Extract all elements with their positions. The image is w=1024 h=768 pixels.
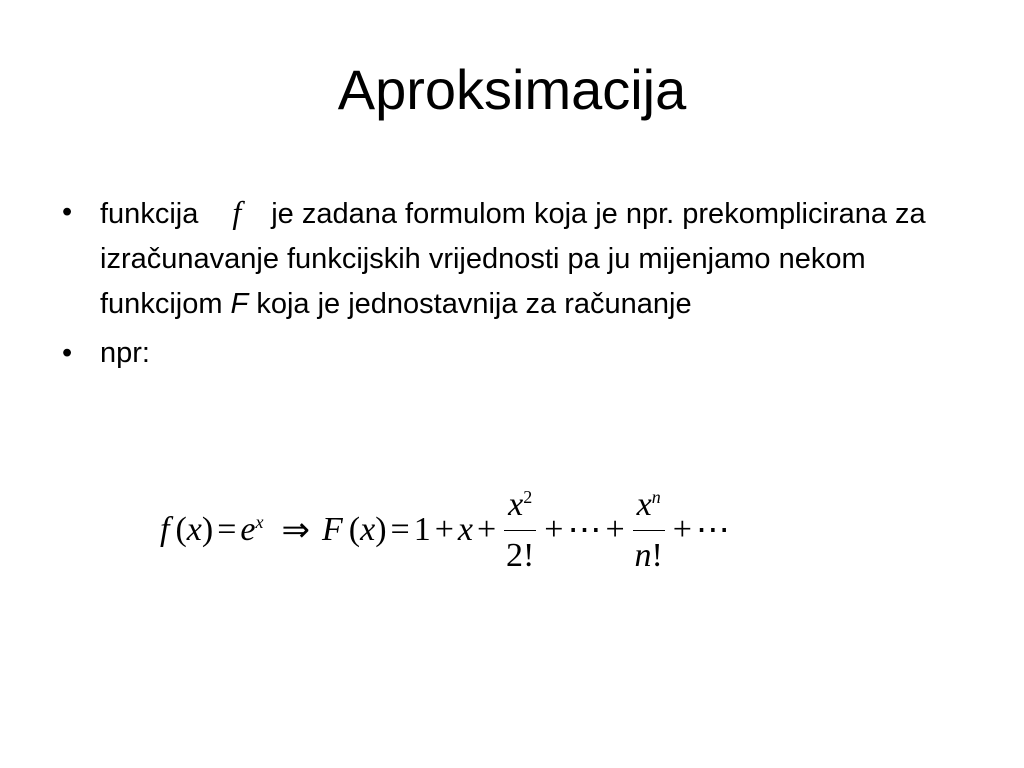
formula-x-term: x xyxy=(457,511,473,548)
fraction-1-num-base: x xyxy=(508,485,524,523)
formula-paren-open-2: ( xyxy=(348,511,361,548)
bullet-list xyxy=(60,190,960,380)
math-symbol-f: f xyxy=(232,194,242,230)
fraction-2-den-n: n xyxy=(634,536,652,574)
fraction-2-numerator xyxy=(633,482,665,531)
fraction-2-den-bang: ! xyxy=(651,536,663,574)
formula-x: x xyxy=(186,511,202,548)
fraction-2-denominator xyxy=(635,531,663,579)
formula-paren-open: ( xyxy=(175,511,187,548)
bullet-item-example xyxy=(60,331,960,376)
math-symbol-F: F xyxy=(230,288,249,320)
fraction-1-num-exp: 2 xyxy=(523,486,533,507)
formula-plus-1: + xyxy=(434,511,454,548)
fraction-2-num-exp: n xyxy=(651,486,661,507)
formula-e: e xyxy=(240,511,256,548)
formula-equals: = xyxy=(217,511,237,548)
formula-paren-close: ) xyxy=(201,511,214,548)
fraction-2-num-base: x xyxy=(636,485,652,523)
taylor-formula xyxy=(160,470,920,590)
formula-dots-2: ⋯ xyxy=(695,512,730,549)
bullet-item-definition xyxy=(60,190,960,327)
formula-F: F xyxy=(321,511,343,548)
bullet-text-pre: funkcija xyxy=(100,198,199,230)
formula-plus-3: + xyxy=(544,511,564,548)
bullet-text-1: je zadana formulom koja je npr. prekomplicirana za izračunavanje funkcijskih vrijednosti pa ju mijenjamo nekom funkcijom xyxy=(100,198,926,320)
fraction-1-denominator: 2! xyxy=(506,536,535,574)
bullet-text-example: npr: xyxy=(100,337,150,369)
formula-one: 1 xyxy=(413,511,431,548)
formula-dots-1: ⋯ xyxy=(567,512,602,549)
slide-title: Aproksimacija xyxy=(337,58,687,121)
formula-implies: ⇒ xyxy=(281,512,310,549)
formula-x-2: x xyxy=(360,511,376,548)
fraction-1-numerator xyxy=(504,482,536,531)
formula-paren-close-2: ) xyxy=(375,511,387,548)
formula-plus-2: + xyxy=(476,511,497,548)
formula-plus-4: + xyxy=(605,511,625,548)
formula-equals-2: = xyxy=(390,511,410,548)
formula-fraction-1 xyxy=(504,482,536,579)
bullet-text-2: koja je jednostavnija za računanje xyxy=(248,288,692,320)
formula-e-exponent: x xyxy=(255,511,264,532)
formula-fraction-2 xyxy=(633,482,665,579)
formula-f: f xyxy=(160,511,170,548)
formula-plus-5: + xyxy=(672,511,692,548)
